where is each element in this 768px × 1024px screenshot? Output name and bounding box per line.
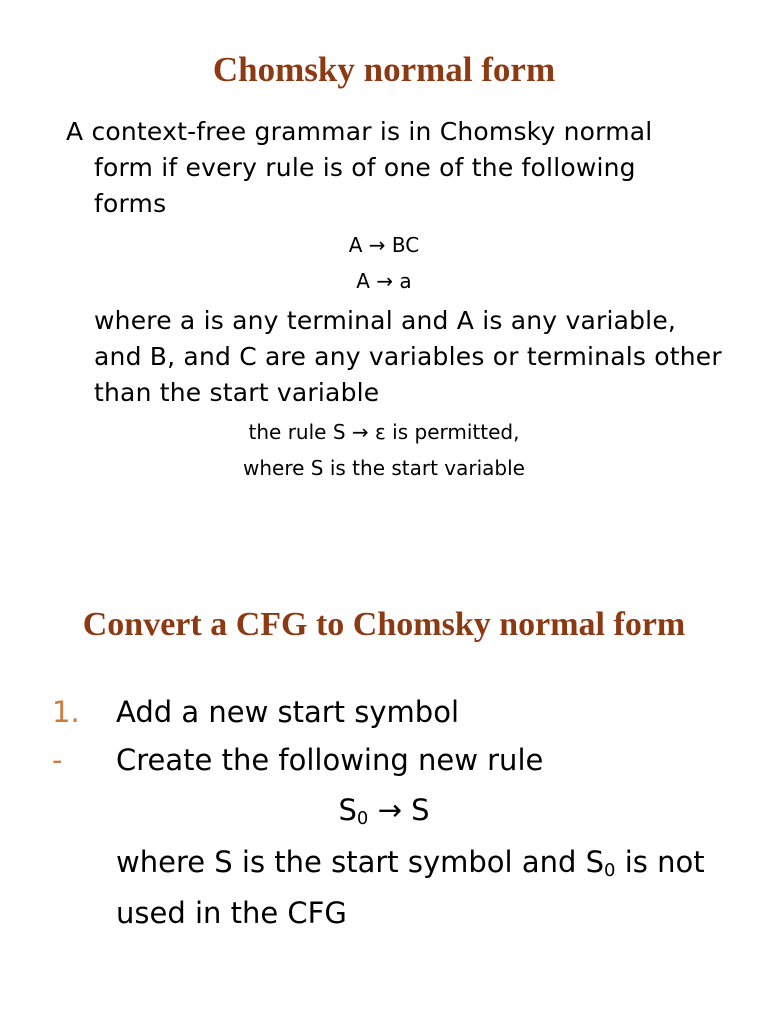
definition-paragraph: where a is any terminal and A is any variable, and B, and C are any variables or terminals other than the start variable (94, 306, 722, 407)
list-marker: - (52, 743, 63, 777)
slide-chomsky-normal-form (0, 0, 768, 500)
rule-left-symbol: S (338, 793, 357, 827)
rule-left-subscript: 0 (356, 808, 369, 829)
explanation-part1: where S is the start symbol and S (116, 845, 605, 879)
list-item (52, 740, 543, 780)
explanation-part2: is not used in the CFG (116, 845, 705, 930)
intro-paragraph: A context-free grammar is in Chomsky normal form if every rule is of one of the following forms (66, 117, 653, 218)
rule-right-symbol: S (411, 793, 430, 827)
rule-a-to-a: A → a (356, 269, 412, 293)
rule-arrow: → (377, 793, 402, 827)
list-item (52, 692, 459, 732)
list-item-text: Create the following new rule (116, 743, 544, 777)
list-marker: 1. (52, 695, 80, 729)
start-variable-note: where S is the start variable (243, 456, 525, 480)
slide-convert-cfg (0, 500, 768, 1024)
new-start-rule (0, 790, 768, 839)
slide-title: Convert a CFG to Chomsky normal form (82, 606, 686, 643)
explanation-subscript: 0 (604, 860, 616, 881)
slide-title: Chomsky normal form (212, 50, 556, 89)
epsilon-rule-note: the rule S → ε is permitted, (248, 420, 520, 444)
list-item-text: Add a new start symbol (116, 695, 460, 729)
explanation-paragraph (116, 841, 716, 934)
rule-a-to-bc: A → BC (348, 233, 420, 257)
